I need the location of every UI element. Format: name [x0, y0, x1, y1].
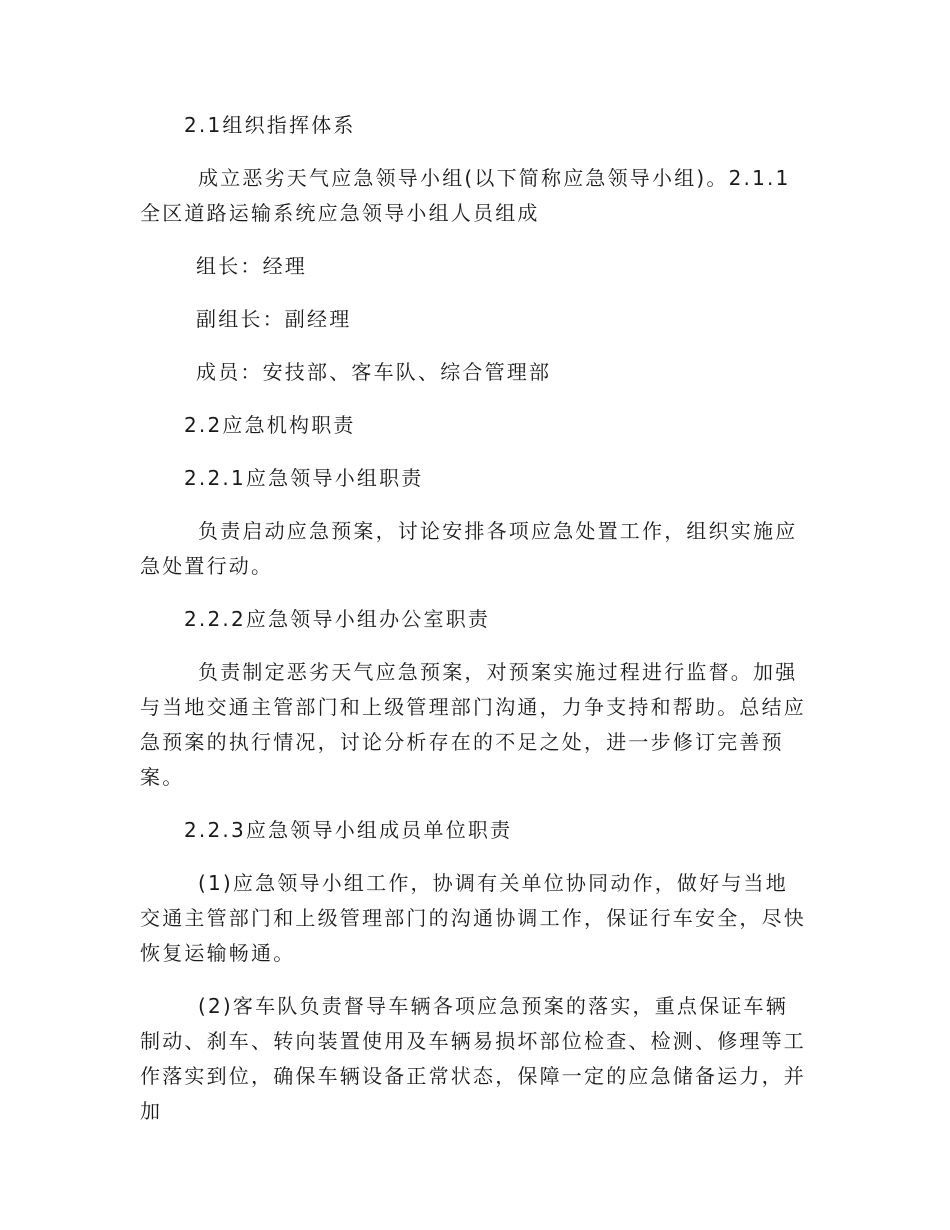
- paragraph-group-duties: 负责启动应急预案，讨论安排各项应急处置工作，组织实施应急处置行动。: [140, 519, 798, 578]
- member-leader: 组长：经理: [196, 254, 307, 278]
- paragraph-leadership-group: 成立恶劣天气应急领导小组(以下简称应急领导小组)。2.1.1全区道路运输系统应急领导小组人员组成: [140, 166, 791, 225]
- member-deputy-leader: 副组长：副经理: [196, 307, 352, 331]
- section-heading-2-1: 2.1组织指挥体系: [184, 113, 356, 137]
- section-heading-2-2-3: 2.2.3应急领导小组成员单位职责: [184, 818, 513, 842]
- paragraph-office-duties: 负责制定恶劣天气应急预案，对预案实施过程进行监督。加强与当地交通主管部门和上级管理部门沟通，力争支持和帮助。总结应急预案的执行情况，讨论分析存在的不足之处，进一步修订完善预案。: [140, 660, 806, 789]
- paragraph-duty-1: (1)应急领导小组工作，协调有关单位协同动作，做好与当地交通主管部门和上级管理部门的沟通协调工作，保证行车安全，尽快恢复运输畅通。: [140, 871, 806, 965]
- member-members: 成员：安技部、客车队、综合管理部: [196, 360, 552, 384]
- section-heading-2-2-1: 2.2.1应急领导小组职责: [184, 466, 424, 490]
- paragraph-duty-2: (2)客车队负责督导车辆各项应急预案的落实，重点保证车辆制动、刹车、转向装置使用及车辆易损坏部位检查、检测、修理等工作落实到位，确保车辆设备正常状态，保障一定的应急储备运力，并加: [140, 994, 806, 1123]
- document-body: [140, 108, 810, 1147]
- section-heading-2-2-2: 2.2.2应急领导小组办公室职责: [184, 607, 491, 631]
- section-heading-2-2: 2.2应急机构职责: [184, 413, 356, 437]
